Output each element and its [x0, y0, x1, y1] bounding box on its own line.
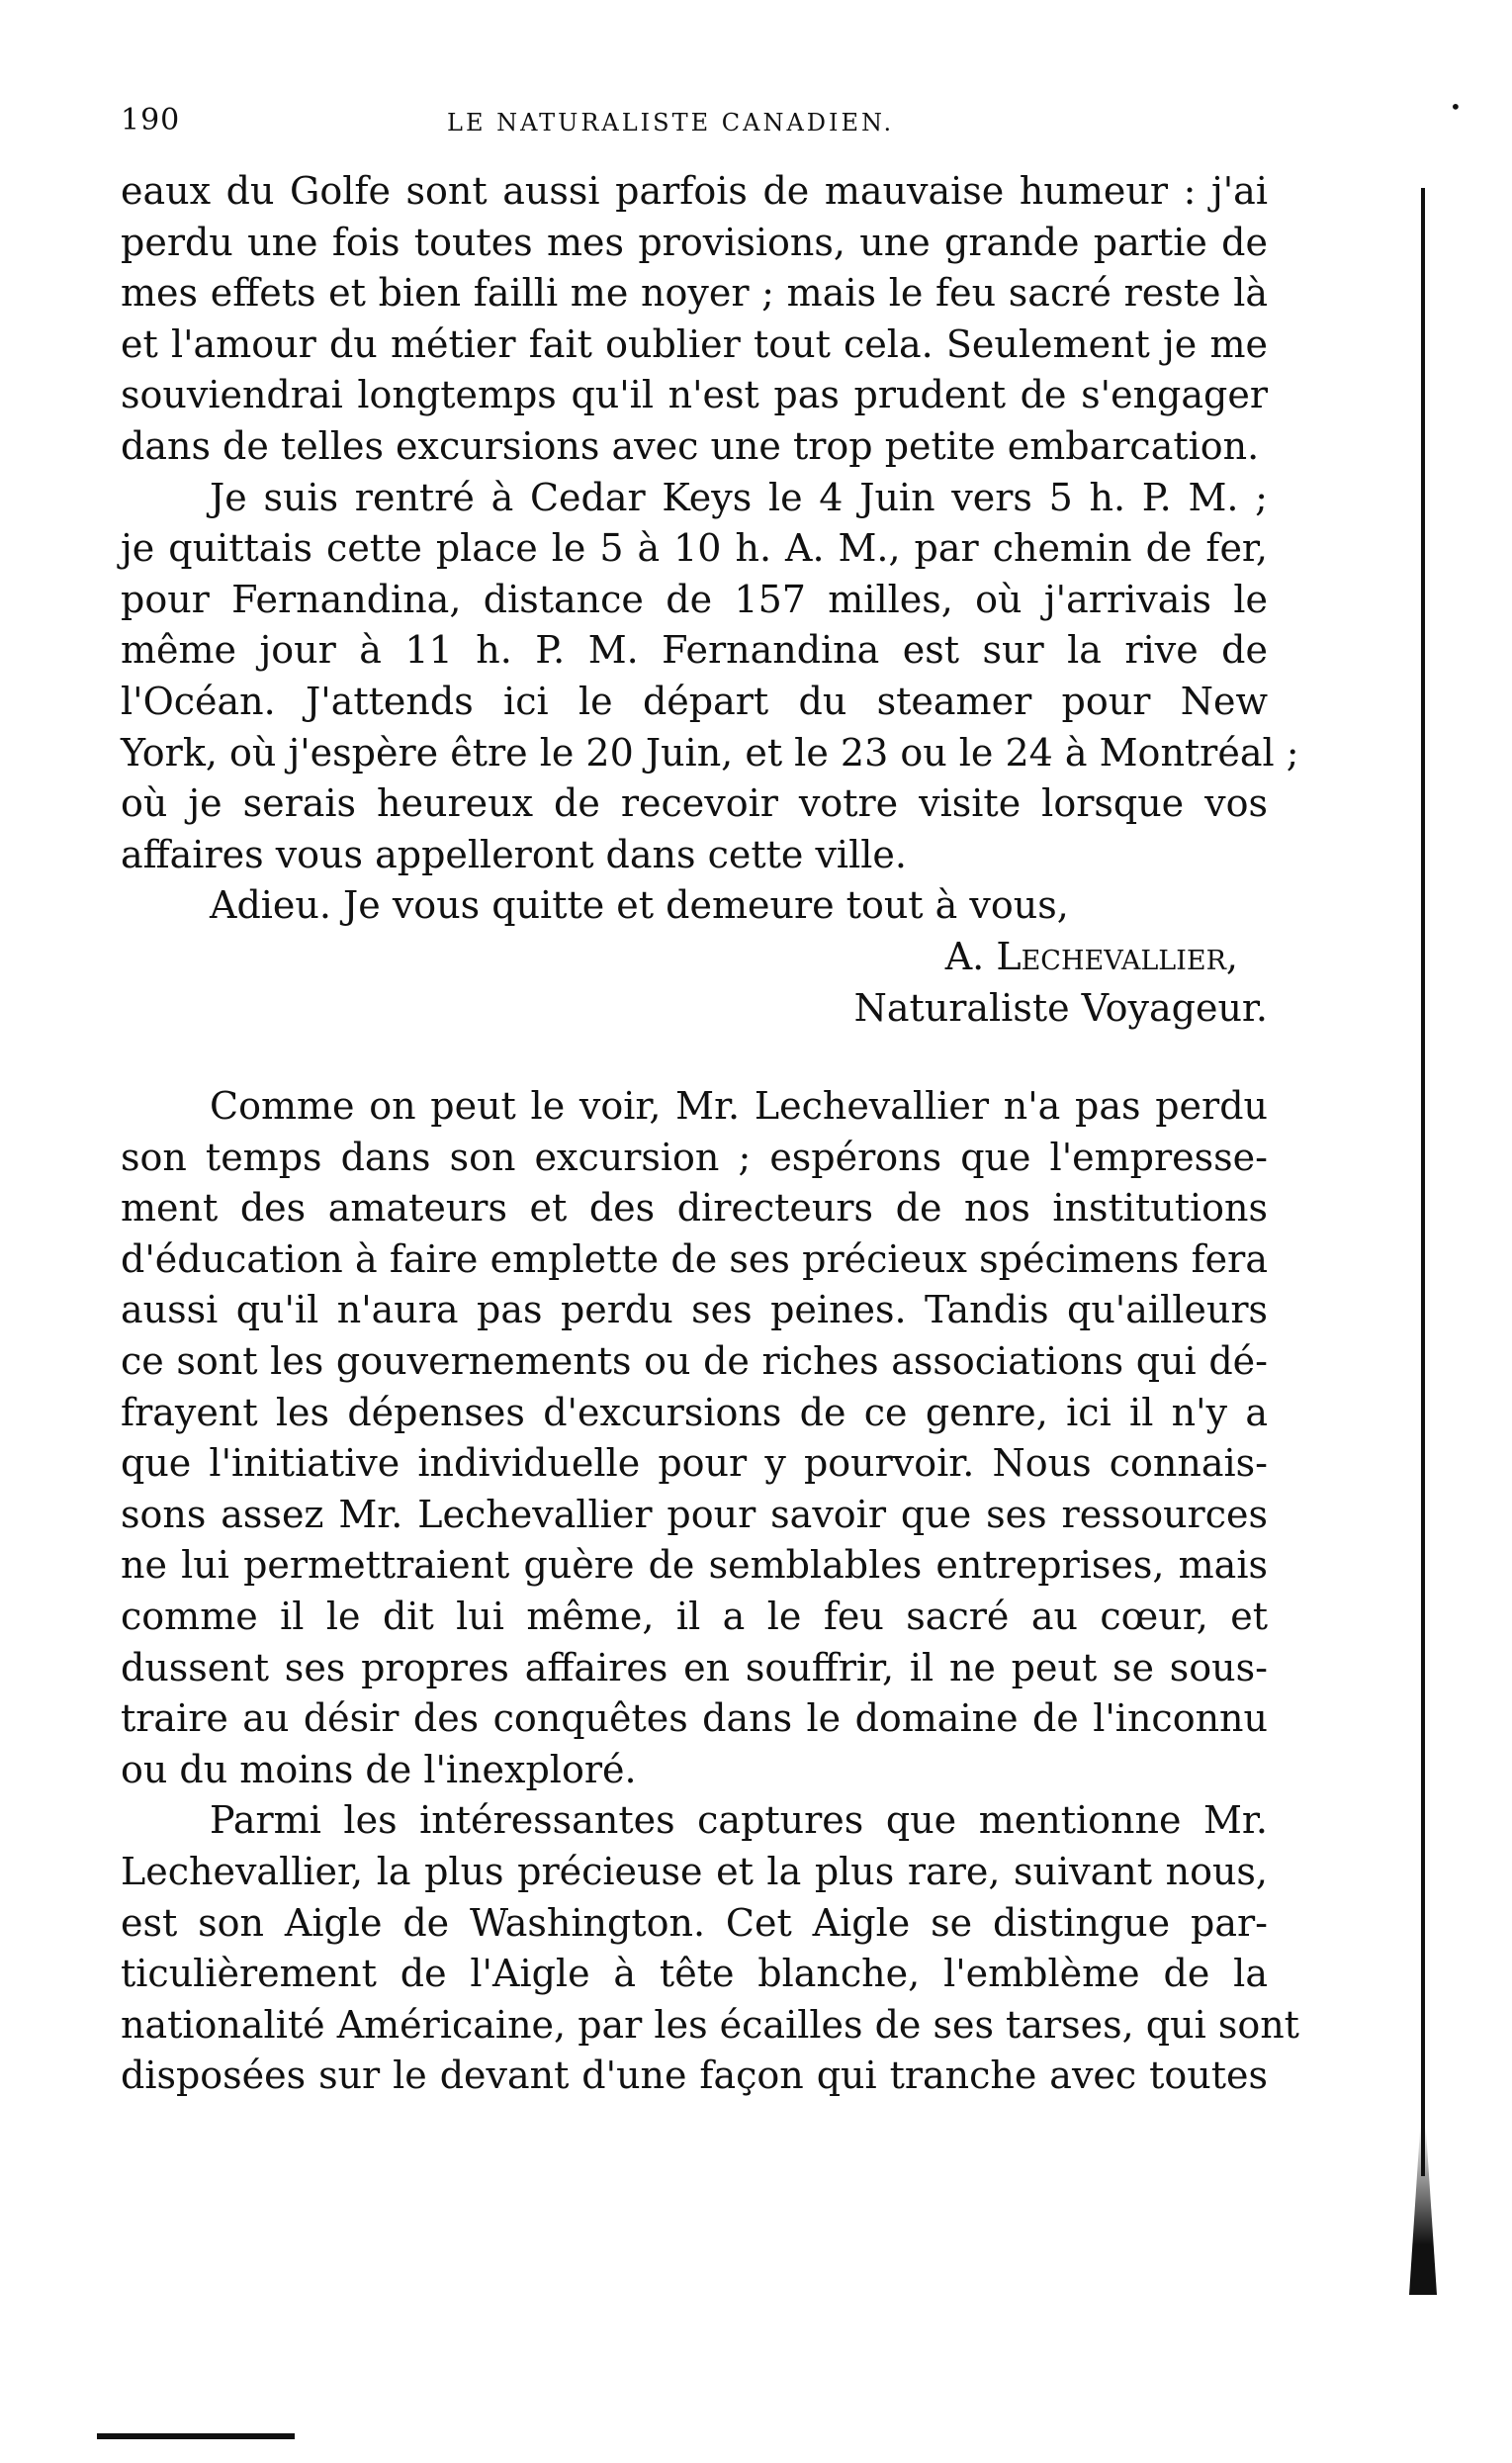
text-line: est son Aigle de Washington. Cet Aigle se distingue par-	[121, 1900, 1268, 1945]
text-line: pour Fernandina, distance de 157 milles, où j'arrivais le	[121, 577, 1268, 621]
commentary-paragraph-1	[121, 1081, 1268, 1795]
text-line: ment des amateurs et des directeurs de nos institutions	[121, 1186, 1268, 1231]
text-block	[121, 166, 1299, 2102]
text-line: disposées sur le devant d'une façon qui tranche avec toutes	[121, 2053, 1268, 2098]
text-line: même jour à 11 h. P. M. Fernandina est sur la rive de	[121, 628, 1268, 673]
section-gap	[121, 1034, 1268, 1081]
text-line: eaux du Golfe sont aussi parfois de mauvaise humeur : j'ai	[121, 169, 1268, 213]
letter-closing: Adieu. Je vous quitte et demeure tout à vous,	[210, 883, 1069, 928]
text-line: frayent les dépenses d'excursions de ce genre, ici il n'y a	[121, 1390, 1268, 1434]
page-number: 190	[121, 103, 181, 137]
text-line: affaires vous appelleront dans cette ville.	[121, 832, 907, 876]
text-line: et l'amour du métier fait oublier tout cela. Seulement je me	[121, 321, 1268, 366]
margin-mark: •	[1450, 95, 1462, 119]
text-line: Je suis rentré à Cedar Keys le 4 Juin vers 5 h. P. M. ;	[210, 475, 1268, 519]
text-line: que l'initiative individuelle pour y pourvoir. Nous connais-	[121, 1441, 1268, 1486]
margin-rule-right	[1421, 188, 1425, 2176]
text-line: son temps dans son excursion ; espérons que l'empresse-	[121, 1135, 1268, 1179]
text-line: où je serais heureux de recevoir votre visite lorsque vos	[121, 781, 1268, 826]
text-line: l'Océan. J'attends ici le départ du steamer pour New	[121, 679, 1268, 723]
signature-name: A. Lechevallier,	[944, 934, 1238, 978]
text-line: Parmi les intéressantes captures que mentionne Mr.	[210, 1798, 1268, 1843]
text-line: nationalité Américaine, par les écailles de ses tarses, qui sont	[121, 2002, 1299, 2047]
signature-role: Naturaliste Voyageur.	[853, 985, 1268, 1030]
text-line: ticulièrement de l'Aigle à tête blanche, l'emblème de la	[121, 1952, 1268, 1996]
text-line: ne lui permettraient guère de semblables entreprises, mais	[121, 1543, 1268, 1588]
text-line: perdu une fois toutes mes provisions, une grande partie de	[121, 220, 1268, 264]
text-line: souviendrai longtemps qu'il n'est pas prudent de s'engager	[121, 373, 1268, 417]
margin-rule-bottom	[97, 2433, 295, 2439]
margin-rule-right-foot	[1409, 2127, 1437, 2295]
text-line: Lechevallier, la plus précieuse et la plus rare, suivant nous,	[121, 1850, 1268, 1893]
commentary-paragraph-2	[121, 1795, 1299, 2102]
text-line: ce sont les gouvernements ou de riches associations qui dé-	[121, 1339, 1268, 1384]
letter-paragraph-1	[121, 166, 1268, 473]
text-line: mes effets et bien failli me noyer ; mais le feu sacré reste là	[121, 271, 1268, 316]
text-line: aussi qu'il n'aura pas perdu ses peines. Tandis qu'ailleurs	[121, 1288, 1268, 1332]
text-line: comme il le dit lui même, il a le feu sacré au cœur, et	[121, 1595, 1268, 1639]
running-title: LE NATURALISTE CANADIEN.	[447, 109, 895, 137]
page-header	[121, 103, 1268, 142]
text-line: dans de telles excursions avec une trop petite embarcation.	[121, 423, 1260, 468]
text-line: dussent ses propres affaires en souffrir, il ne peut se sous-	[121, 1645, 1268, 1689]
letter-paragraph-2	[121, 473, 1299, 881]
text-line: d'éducation à faire emplette de ses précieux spécimens fera	[121, 1236, 1268, 1281]
text-line: ou du moins de l'inexploré.	[121, 1747, 637, 1791]
text-line: Comme on peut le voir, Mr. Lechevallier n'a pas perdu	[210, 1084, 1268, 1129]
text-line: je quittais cette place le 5 à 10 h. A. M., par chemin de fer,	[121, 526, 1268, 571]
text-line: traire au désir des conquêtes dans le domaine de l'inconnu	[121, 1696, 1268, 1741]
text-line: sons assez Mr. Lechevallier pour savoir que ses ressources	[121, 1492, 1268, 1536]
text-line: York, où j'espère être le 20 Juin, et le 23 ou le 24 à Montréal ;	[121, 730, 1299, 775]
